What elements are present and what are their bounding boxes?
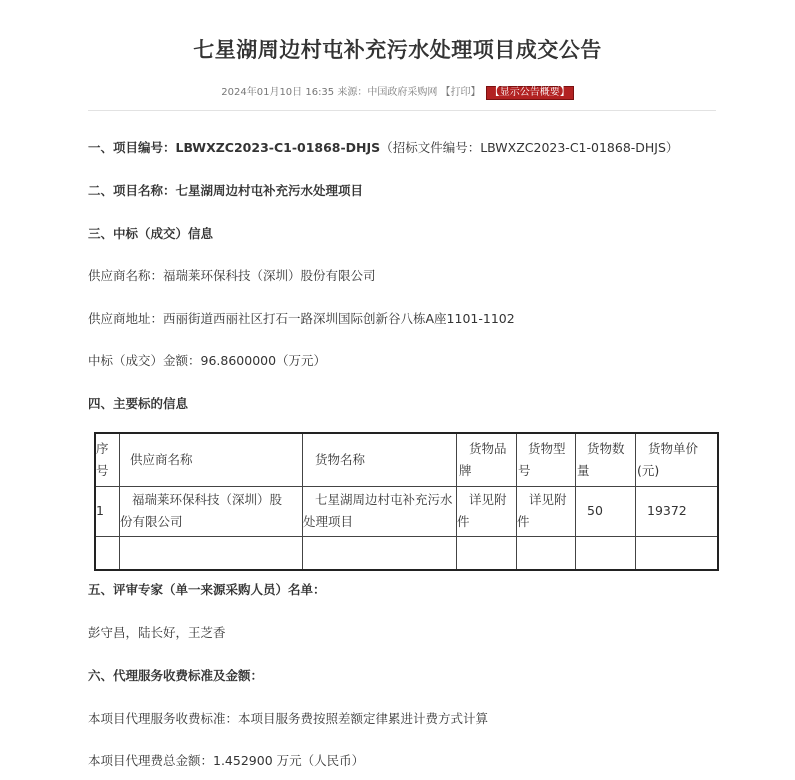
project-number-heading: 一、项目编号：LBWXZC2023-C1-01868-DHJS bbox=[88, 140, 381, 155]
fee-total: 本项目代理费总金额：1.452900 万元（人民币） bbox=[88, 753, 365, 768]
cell-price: 19372 bbox=[636, 486, 719, 536]
cell-supplier: 福瑞莱环保科技（深圳）股 份有限公司 bbox=[120, 486, 303, 536]
section-project-name: 二、项目名称：七星湖周边村屯补充污水处理项目 bbox=[88, 183, 364, 198]
empty-cell bbox=[95, 536, 120, 570]
table-row bbox=[95, 486, 718, 536]
header-seq: 序 号 bbox=[95, 433, 120, 486]
source-label: 来源：中国政府采购网 bbox=[337, 87, 438, 98]
section-experts: 五、评审专家（单一来源采购人员）名单： bbox=[88, 582, 326, 597]
empty-cell bbox=[576, 536, 636, 570]
page-title: 七星湖周边村屯补充污水处理项目成交公告 bbox=[193, 38, 602, 62]
header-qty: 货物数 量 bbox=[576, 433, 636, 486]
award-amount: 中标（成交）金额：96.8600000（万元） bbox=[88, 353, 327, 368]
header-model: 货物型 号 bbox=[517, 433, 576, 486]
empty-cell bbox=[120, 536, 303, 570]
header-goods: 货物名称 bbox=[303, 433, 457, 486]
subject-table bbox=[94, 432, 719, 571]
section-project-number bbox=[88, 138, 678, 156]
empty-cell bbox=[457, 536, 517, 570]
show-summary-button[interactable]: 【显示公告概要】 bbox=[486, 86, 574, 100]
table-header-row bbox=[95, 433, 718, 486]
cell-brand: 详见附 件 bbox=[457, 486, 517, 536]
section-agency-fee: 六、代理服务收费标准及金额： bbox=[88, 668, 264, 683]
header-brand: 货物品 牌 bbox=[457, 433, 517, 486]
cell-model: 详见附 件 bbox=[517, 486, 576, 536]
supplier-name: 供应商名称：福瑞莱环保科技（深圳）股份有限公司 bbox=[88, 268, 376, 283]
section-main-subject: 四、主要标的信息 bbox=[88, 396, 189, 411]
tender-doc-number: （招标文件编号：LBWXZC2023-C1-01868-DHJS） bbox=[380, 140, 679, 155]
table-row-empty bbox=[95, 536, 718, 570]
expert-names: 彭守昌，陆长好，王芝香 bbox=[88, 625, 226, 640]
header-supplier: 供应商名称 bbox=[120, 433, 303, 486]
publish-datetime: 2024年01月10日 16:35 bbox=[221, 87, 335, 98]
cell-goods: 七星湖周边村屯补充污水 处理项目 bbox=[303, 486, 457, 536]
print-link[interactable]: 【打印】 bbox=[440, 87, 481, 98]
article-meta bbox=[0, 83, 795, 100]
header-divider bbox=[88, 110, 716, 111]
empty-cell bbox=[636, 536, 719, 570]
cell-seq: 1 bbox=[95, 486, 120, 536]
section-award-info: 三、中标（成交）信息 bbox=[88, 226, 214, 241]
header-price: 货物单价 (元) bbox=[636, 433, 719, 486]
supplier-address: 供应商地址：西丽街道西丽社区打石一路深圳国际创新谷八栋A座1101-1102 bbox=[88, 311, 515, 326]
fee-standard: 本项目代理服务收费标准：本项目服务费按照差额定律累进计费方式计算 bbox=[88, 711, 489, 726]
cell-qty: 50 bbox=[576, 486, 636, 536]
empty-cell bbox=[303, 536, 457, 570]
empty-cell bbox=[517, 536, 576, 570]
